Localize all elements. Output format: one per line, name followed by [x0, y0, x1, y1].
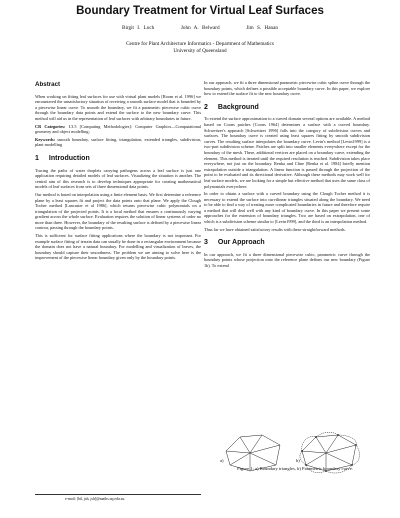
- paragraph: Tracing the paths of water droplets carrying pathogens across a leaf surface is just one application requiring detailed models of leaf surfaces. Visualizing the situation is another. The central aim of this research is to develop techniques appropriate for creating mathematical models of leaf surfaces from sets of three dimensional data points.: [35, 167, 201, 190]
- section-number: 3: [204, 239, 208, 247]
- cr-categories: [35, 124, 201, 135]
- paragraph: Thus far we have obtained satisfactory results with these straightforward methods.: [204, 226, 346, 232]
- section-heading-background: [204, 105, 370, 111]
- section-number: 2: [204, 103, 208, 111]
- footnote: [35, 494, 201, 501]
- keywords-text: smooth boundary, surface fitting, triangulation, extended triangles, subdivision, plant modelling: [35, 136, 201, 148]
- section-number: 1: [35, 154, 39, 162]
- paragraph: In order to obtain a surface with a curved boundary using the Clough Tocher method it is necessary to extend the surface into curvilinear triangles situated along the boundary. We need to be able to find a way of treating more complicated boundaries in future and therefore require a method that will deal well with any kind of boundary curve. In this paper we present some approaches for the extension of boundary triangles. Two are based on extrapolation, one of which is a subdivision scheme similar to [Levin1999], and the third is an interpolation method.: [204, 191, 370, 225]
- paragraph: This is sufficient for surface fitting applications where the boundary is not important. For example surface fitting of terrain data can usually be done in a rectangular environment because the domain does not have a natural boundary. For modelling and visualization of leaves, the boundary should capture their smoothness. The problem we are aiming to solve here is the improvement of the piecewise linear boundary given only by the boundary points.: [35, 233, 201, 261]
- author-name: Jim S. Hanan: [246, 25, 279, 31]
- left-column: [35, 82, 201, 263]
- keywords: [35, 137, 201, 148]
- section-title: Introduction: [48, 154, 90, 162]
- author-list: [0, 25, 400, 31]
- figure-label-a: a): [220, 458, 224, 463]
- paragraph: In our approach, we fit a three dimensional piecewise cubic, parametric curve through the boundary points whose projection onto the reference plane defines our new boundary (Figure 1b). To extend: [204, 251, 370, 269]
- paragraph: In our approach, we fit a three dimensional parametric piecewise cubic spline curve through the boundary points, which defines a possible acceptable boundary curve. In this paper, we explore how to extend the surface fit to the new boundary curve.: [204, 80, 370, 97]
- abstract-heading: Abstract: [35, 81, 61, 88]
- section-heading-our-approach: [204, 240, 370, 246]
- footnote-email: e-mail: [bil, jah, jsh]@maths.uq.edu.au: [65, 497, 125, 501]
- keywords-label: Keywords:: [35, 136, 56, 142]
- section-title: Background: [217, 103, 259, 111]
- author-name: John A. Belward: [180, 25, 220, 31]
- affiliation: [0, 41, 400, 55]
- abstract-text: When working on fitting leaf surfaces for use with virtual plant models [Room et al. 1996] we encountered the unsatisfactory situation of receiving a smooth surface model that is bounded by a piecewise linear curve. To smooth the boundary, we fit a parametric piecewise cubic curve through the boundary data points and extend the surface to the new boundary curve. This method will aid us in the representation of leaf surfaces with arbitrary boundaries in future.: [35, 93, 201, 121]
- paragraph: To extend the surface approximation to a curved domain several options are available. A method based on Coons patches [Coons 1964] determines a surface with a curved boundary. Schweitzer's approach [Schweitzer 1996] falls into the category of subdivision curves and surfaces. The boundary curve is created using least squares fitting by smooth subdivision curves. The resulting surface interpolates the boundary curve. Levin's method [Levin1999] is a two-part subdivision scheme. Patches are split into smaller elements everywhere except for the boundary of the mesh. There, additional vertices are placed on a boundary curve, extending the element. This method is iterated until the required resolution is reached. Subdivision takes place everywhere, not just on the boundary. Renka and Cline [Renka et al. 1984] briefly mention extrapolation outside a triangulation. A linear function is passed through the projection of the point to be evaluated and its directional derivative. Although these methods may work well for leaf surface models, we are looking for a simple but effective method that uses the same class of polynomials everywhere.: [204, 116, 370, 189]
- figure-1-diagram: [218, 418, 368, 488]
- author-name: Birgit I. Loch: [121, 25, 155, 31]
- paragraph: Our method is based on interpolation using a finite element basis. We first determine a reference plane by a least squares fit and project the data points onto that plane. We apply the Clough Tocher method [Lancaster et al 1986], which returns piecewise cubic polynomials on a triangulation of the projected points. It is a local method that ensures a continuously varying gradient across the whole surface. Evaluation requires the solution of linear systems of order no more than three. However, the boundary of the resulting surface is defined by a piecewise linear contour, passing through the boundary points.: [35, 191, 201, 231]
- affiliation-line: Centre for Plant Architecture Informatics - Department of Mathematics: [126, 41, 274, 47]
- section-heading-introduction: [35, 156, 201, 162]
- paper-title: Boundary Treatment for Virtual Leaf Surfaces: [76, 5, 324, 17]
- cr-categories-text: I.3.5 [Computing Methodologies]: Computer Graphics—Computational geometry and object modelling;: [35, 123, 201, 135]
- cr-categories-label: CR Categories:: [35, 123, 66, 129]
- figure-label-b: b): [296, 458, 300, 463]
- section-title: Our Approach: [217, 239, 265, 247]
- right-column: [204, 80, 370, 271]
- affiliation-line: University of Queensland: [173, 48, 227, 54]
- figure-caption: Figure 1: a) Boundary triangles, b) Parametric boundary curve.: [237, 466, 353, 471]
